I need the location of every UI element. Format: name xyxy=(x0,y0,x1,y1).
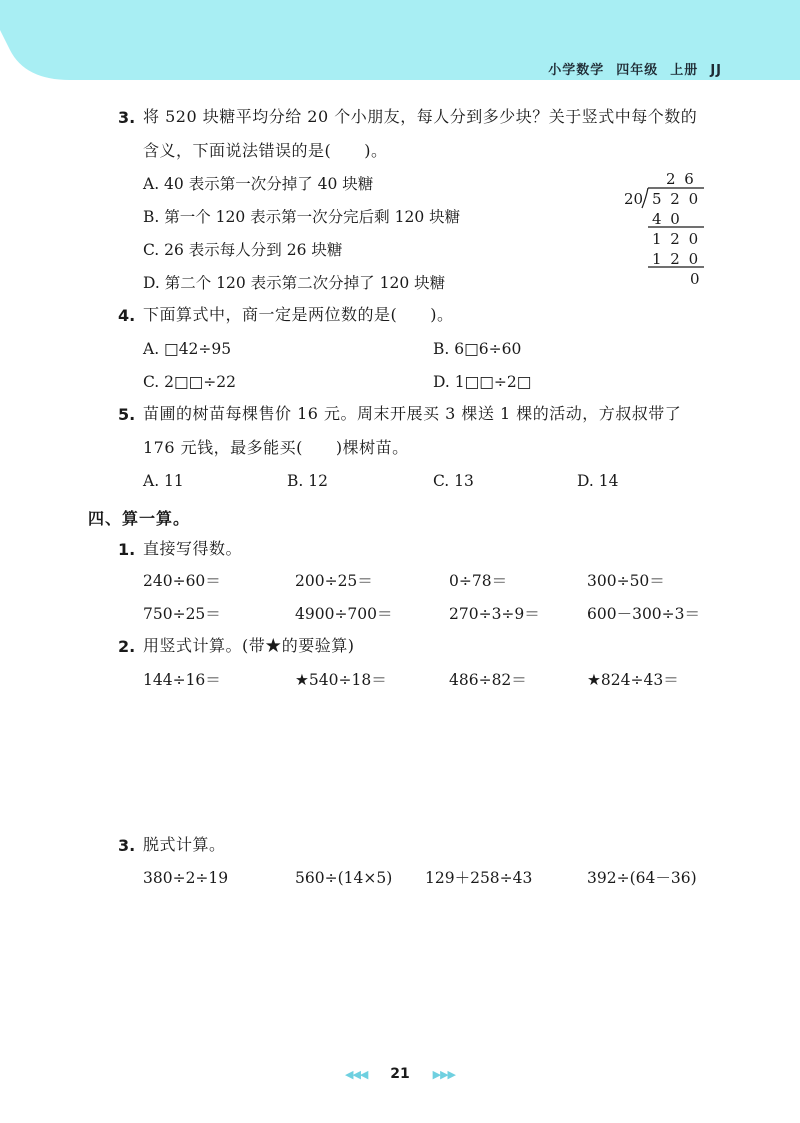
ld-divisor: 20 xyxy=(624,190,644,208)
option-a[interactable]: A. □42÷95 xyxy=(143,340,232,358)
problem-title: 脱式计算。 xyxy=(143,835,226,854)
expression: 560÷(14×5) xyxy=(295,869,393,887)
expression: 300÷50＝ xyxy=(587,572,665,590)
left-arrows-icon: ◀◀◀ xyxy=(344,1068,368,1081)
ld-step2: 1 2 0 xyxy=(652,230,701,248)
expression: 750÷25＝ xyxy=(143,605,221,623)
expression: 144÷16＝ xyxy=(143,671,221,689)
page-footer xyxy=(0,1066,800,1082)
section-title: 四、算一算。 xyxy=(88,509,191,528)
problem-title: 直接写得数。 xyxy=(143,539,243,558)
option-b[interactable]: B. 6□6÷60 xyxy=(433,340,522,358)
expression: ★540÷18＝ xyxy=(295,671,387,689)
option-d[interactable]: D. 14 xyxy=(577,472,619,490)
expression: 392÷(64－36) xyxy=(587,869,697,887)
expression: 4900÷700＝ xyxy=(295,605,393,623)
problem-number: 2. xyxy=(118,637,136,656)
expression: 200÷25＝ xyxy=(295,572,373,590)
option-a[interactable]: A. 11 xyxy=(143,472,184,490)
ld-dividend: 5 2 0 xyxy=(652,190,701,208)
ld-step1: 4 0 xyxy=(652,210,682,228)
problem-title: 用竖式计算。(带★的要验算) xyxy=(143,636,355,655)
question-text-line2: 176 元钱，最多能买( )棵树苗。 xyxy=(143,438,409,457)
right-arrows-icon: ▶▶▶ xyxy=(432,1068,455,1081)
question-text: 下面算式中，商一定是两位数的是( )。 xyxy=(143,305,454,324)
expression: 380÷2÷19 xyxy=(143,869,229,887)
option-c[interactable]: C. 13 xyxy=(433,472,474,490)
subject-label: 小学数学 xyxy=(548,63,605,78)
book-info xyxy=(536,59,722,78)
page-number: 21 xyxy=(390,1066,410,1082)
grade-label: 四年级 xyxy=(616,63,659,78)
question-number: 4. xyxy=(118,306,136,325)
expression: ★824÷43＝ xyxy=(587,671,679,689)
problem-number: 1. xyxy=(118,540,136,559)
question-number: 5. xyxy=(118,405,136,424)
question-text-line2: 含义，下面说法错误的是( )。 xyxy=(143,141,388,160)
option-b[interactable]: B. 12 xyxy=(287,472,328,490)
ld-step3: 1 2 0 xyxy=(652,250,701,268)
option-b[interactable]: B. 第一个 120 表示第一次分完后剩 120 块糖 xyxy=(143,208,461,226)
expression: 600－300÷3＝ xyxy=(587,605,701,623)
ld-quotient: 2 6 xyxy=(666,170,696,188)
option-a[interactable]: A. 40 表示第一次分掉了 40 块糖 xyxy=(143,175,374,193)
option-c[interactable]: C. 2□□÷22 xyxy=(143,373,237,391)
question-text-line1: 将 520 块糖平均分给 20 个小朋友，每人分到多少块？关于竖式中每个数的 xyxy=(143,107,698,126)
expression: 486÷82＝ xyxy=(449,671,527,689)
volume-label: 上册 xyxy=(670,63,699,78)
option-d[interactable]: D. 第二个 120 表示第二次分掉了 120 块糖 xyxy=(143,274,446,292)
option-d[interactable]: D. 1□□÷2□ xyxy=(433,373,532,391)
option-c[interactable]: C. 26 表示每人分到 26 块糖 xyxy=(143,241,343,259)
expression: 240÷60＝ xyxy=(143,572,221,590)
expression: 270÷3÷9＝ xyxy=(449,605,540,623)
edition-label: JJ xyxy=(710,63,722,78)
question-text-line1: 苗圃的树苗每棵售价 16 元。周末开展买 3 棵送 1 棵的活动，方叔叔带了 xyxy=(143,404,682,423)
ld-remainder: 0 xyxy=(690,270,700,288)
problem-number: 3. xyxy=(118,836,136,855)
expression: 129＋258÷43 xyxy=(425,869,533,887)
header-band xyxy=(0,0,800,100)
question-number: 3. xyxy=(118,108,136,127)
expression: 0÷78＝ xyxy=(449,572,508,590)
